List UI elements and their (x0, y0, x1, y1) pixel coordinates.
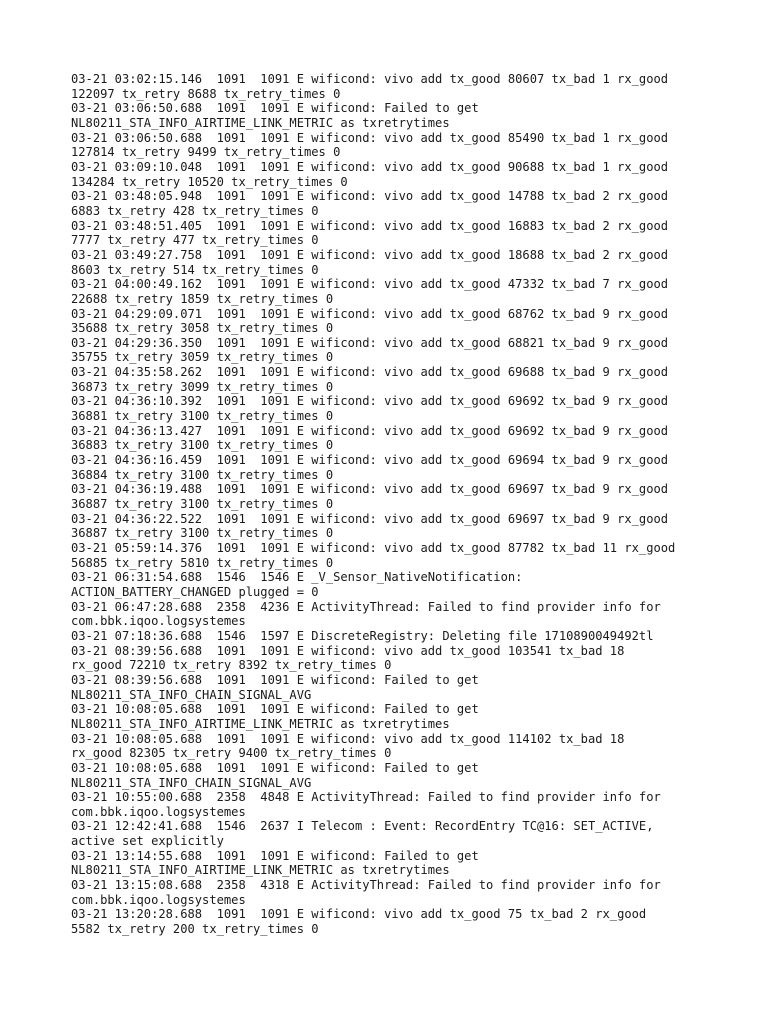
log-line: NL80211_STA_INFO_AIRTIME_LINK_METRIC as txretrytimes (71, 115, 450, 130)
log-line: 5582 tx_retry 200 tx_retry_times 0 (71, 922, 319, 937)
log-line: 22688 tx_retry 1859 tx_retry_times 0 (71, 291, 334, 306)
log-line: 03-21 03:02:15.146 1091 1091 E wificond: vivo add tx_good 80607 tx_bad 1 rx_good (71, 72, 669, 86)
log-line: 03-21 04:36:22.522 1091 1091 E wificond: vivo add tx_good 69697 tx_bad 9 rx_good (71, 511, 669, 526)
log-line: 03-21 13:14:55.688 1091 1091 E wificond: Failed to get (71, 848, 479, 863)
log-line: 03-21 03:06:50.688 1091 1091 E wificond: vivo add tx_good 85490 tx_bad 1 rx_good (71, 130, 669, 145)
log-line: 03-21 03:06:50.688 1091 1091 E wificond: Failed to get (71, 101, 479, 116)
log-line: 6883 tx_retry 428 tx_retry_times 0 (71, 203, 319, 218)
log-line: 03-21 13:15:08.688 2358 4318 E ActivityThread: Failed to find provider info for (71, 878, 661, 893)
log-line: 03-21 04:36:10.392 1091 1091 E wificond: vivo add tx_good 69692 tx_bad 9 rx_good (71, 394, 669, 409)
log-line: 134284 tx_retry 10520 tx_retry_times 0 (71, 174, 348, 189)
log-line: 03-21 13:20:28.688 1091 1091 E wificond: vivo add tx_good 75 tx_bad 2 rx_good (71, 907, 647, 922)
log-line: com.bbk.iqoo.logsystemes (71, 892, 246, 907)
log-line: 03-21 04:29:09.071 1091 1091 E wificond: vivo add tx_good 68762 tx_bad 9 rx_good (71, 306, 669, 321)
log-line: 03-21 05:59:14.376 1091 1091 E wificond: vivo add tx_good 87782 tx_bad 11 rx_good (71, 541, 676, 555)
log-line: 36887 tx_retry 3100 tx_retry_times 0 (71, 497, 334, 512)
log-line: NL80211_STA_INFO_AIRTIME_LINK_METRIC as txretrytimes (71, 716, 450, 731)
log-line: 03-21 04:29:36.350 1091 1091 E wificond: vivo add tx_good 68821 tx_bad 9 rx_good (71, 335, 669, 350)
log-line: 7777 tx_retry 477 tx_retry_times 0 (71, 233, 319, 248)
log-line: 03-21 12:42:41.688 1546 2637 I Telecom : Event: RecordEntry TC@16: SET_ACTIVE, (71, 819, 654, 834)
log-line: 35688 tx_retry 3058 tx_retry_times 0 (71, 321, 334, 336)
log-line: com.bbk.iqoo.logsystemes (71, 614, 246, 629)
log-line: 56885 tx_retry 5810 tx_retry_times 0 (71, 555, 334, 570)
log-line: 03-21 06:31:54.688 1546 1546 E _V_Sensor_NativeNotification: (71, 570, 523, 585)
log-line: rx_good 72210 tx_retry 8392 tx_retry_times 0 (71, 658, 392, 673)
log-line: 03-21 08:39:56.688 1091 1091 E wificond: vivo add tx_good 103541 tx_bad 18 (71, 643, 625, 658)
log-line: 03-21 10:08:05.688 1091 1091 E wificond: Failed to get (71, 702, 479, 717)
log-line: 03-21 07:18:36.688 1546 1597 E DiscreteRegistry: Deleting file 1710890049492tl (71, 628, 654, 643)
log-line: 8603 tx_retry 514 tx_retry_times 0 (71, 262, 319, 277)
log-line: NL80211_STA_INFO_CHAIN_SIGNAL_AVG (71, 687, 312, 702)
log-line: 36887 tx_retry 3100 tx_retry_times 0 (71, 526, 334, 541)
log-line: ACTION_BATTERY_CHANGED plugged = 0 (71, 584, 319, 599)
log-line: 03-21 03:48:05.948 1091 1091 E wificond: vivo add tx_good 14788 tx_bad 2 rx_good (71, 189, 669, 204)
log-line: 03-21 04:35:58.262 1091 1091 E wificond: vivo add tx_good 69688 tx_bad 9 rx_good (71, 365, 669, 380)
log-line: 03-21 10:08:05.688 1091 1091 E wificond: vivo add tx_good 114102 tx_bad 18 (71, 731, 625, 746)
log-line: 127814 tx_retry 9499 tx_retry_times 0 (71, 145, 341, 160)
log-line: 03-21 06:47:28.688 2358 4236 E ActivityThread: Failed to find provider info for (71, 599, 661, 614)
log-line: 03-21 04:36:19.488 1091 1091 E wificond: vivo add tx_good 69697 tx_bad 9 rx_good (71, 482, 669, 497)
log-line: 03-21 10:08:05.688 1091 1091 E wificond: Failed to get (71, 760, 479, 775)
log-line: 03-21 04:36:13.427 1091 1091 E wificond: vivo add tx_good 69692 tx_bad 9 rx_good (71, 423, 669, 438)
log-line: 36873 tx_retry 3099 tx_retry_times 0 (71, 379, 334, 394)
log-line: 35755 tx_retry 3059 tx_retry_times 0 (71, 350, 334, 365)
log-line: com.bbk.iqoo.logsystemes (71, 804, 246, 819)
log-line: 03-21 08:39:56.688 1091 1091 E wificond: Failed to get (71, 672, 479, 687)
log-line: 03-21 10:55:00.688 2358 4848 E ActivityThread: Failed to find provider info for (71, 790, 661, 805)
log-line: 36881 tx_retry 3100 tx_retry_times 0 (71, 409, 334, 424)
log-line: 03-21 03:48:51.405 1091 1091 E wificond: vivo add tx_good 16883 tx_bad 2 rx_good (71, 218, 669, 233)
log-line: 36884 tx_retry 3100 tx_retry_times 0 (71, 467, 334, 482)
log-line: 03-21 04:00:49.162 1091 1091 E wificond: vivo add tx_good 47332 tx_bad 7 rx_good (71, 277, 669, 292)
log-line: 03-21 04:36:16.459 1091 1091 E wificond: vivo add tx_good 69694 tx_bad 9 rx_good (71, 453, 669, 468)
log-line: NL80211_STA_INFO_AIRTIME_LINK_METRIC as txretrytimes (71, 863, 450, 878)
log-line: rx_good 82305 tx_retry 9400 tx_retry_times 0 (71, 746, 392, 761)
log-line: active set explicitly (71, 834, 224, 849)
log-line: NL80211_STA_INFO_CHAIN_SIGNAL_AVG (71, 775, 312, 790)
log-line: 122097 tx_retry 8688 tx_retry_times 0 (71, 86, 341, 101)
log-line: 03-21 03:09:10.048 1091 1091 E wificond: vivo add tx_good 90688 tx_bad 1 rx_good (71, 159, 669, 174)
log-line: 03-21 03:49:27.758 1091 1091 E wificond: vivo add tx_good 18688 tx_bad 2 rx_good (71, 247, 669, 262)
log-text-block (71, 72, 751, 937)
log-line: 36883 tx_retry 3100 tx_retry_times 0 (71, 438, 334, 453)
